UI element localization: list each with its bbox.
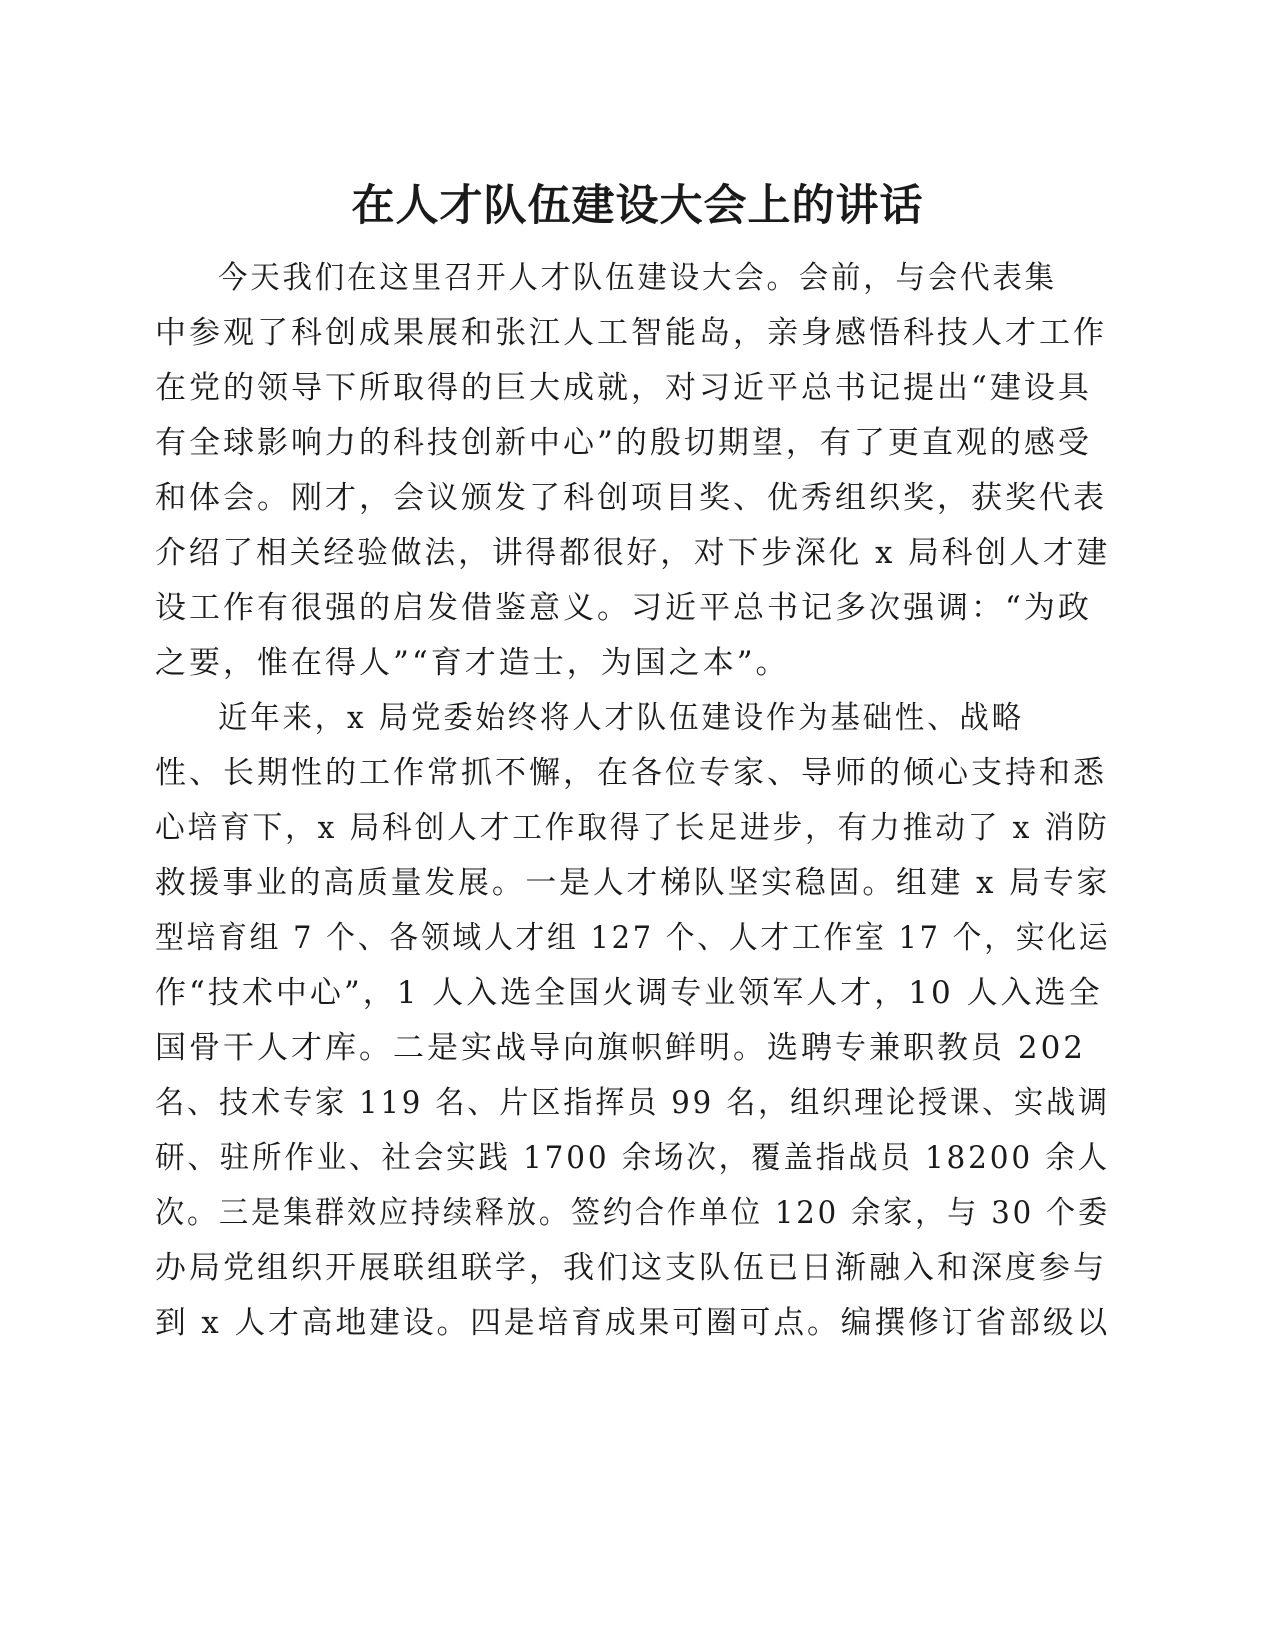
paragraph-line: 性、长期性的工作常抓不懈，在各位专家、导师的倾心支持和悉	[155, 755, 1107, 791]
paragraph-line: 中参观了科创成果展和张江人工智能岛，亲身感悟科技人才工作	[155, 315, 1107, 351]
paragraph-line: 救援事业的高质量发展。一是人才梯队坚实稳固。组建 x 局专家	[155, 865, 1111, 901]
paragraph-line: 次。三是集群效应持续释放。签约合作单位 120 余家，与 30 个委	[155, 1195, 1111, 1231]
paragraph-line: 型培育组 7 个、各领域人才组 127 个、人才工作室 17 个，实化运	[155, 920, 1111, 956]
paragraph-line: 研、驻所作业、社会实践 1700 余场次，覆盖指战员 18200 余人	[155, 1140, 1110, 1176]
paragraph-line: 和体会。刚才，会议颁发了科创项目奖、优秀组织奖，获奖代表	[155, 480, 1107, 516]
paragraph-line: 今天我们在这里召开人才队伍建设大会。会前，与会代表集	[218, 260, 1057, 296]
paragraph-line: 在党的领导下所取得的巨大成就，对习近平总书记提出“建设具	[155, 370, 1092, 406]
paragraph-line: 心培育下，x 局科创人才工作取得了长足进步，有力推动了 x 消防	[155, 810, 1110, 846]
paragraph-line: 设工作有很强的启发借鉴意义。习近平总书记多次强调：“为政	[155, 590, 1092, 626]
paragraph-line: 办局党组织开展联组联学，我们这支队伍已日渐融入和深度参与	[155, 1250, 1107, 1286]
document-title: 在人才队伍建设大会上的讲话	[351, 181, 924, 231]
paragraph-line: 名、技术专家 119 名、片区指挥员 99 名，组织理论授课、实战调	[155, 1085, 1111, 1121]
paragraph-line: 近年来，x 局党委始终将人才队伍建设作为基础性、战略	[218, 700, 1024, 736]
paragraph-line: 作“技术中心”，1 人入选全国火调专业领军人才，10 人入选全	[155, 975, 1103, 1011]
paragraph-line: 国骨干人才库。二是实战导向旗帜鲜明。选聘专兼职教员 202	[155, 1030, 1087, 1066]
paragraph-line: 介绍了相关经验做法，讲得都很好，对下步深化 x 局科创人才建	[155, 535, 1111, 571]
paragraph-line: 之要，惟在得人”“育才造士，为国之本”。	[155, 645, 790, 681]
paragraph-line: 到 x 人才高地建设。四是培育成果可圈可点。编撰修订省部级以	[155, 1305, 1111, 1341]
paragraph-line: 有全球影响力的科技创新中心”的殷切期望，有了更直观的感受	[155, 425, 1092, 461]
